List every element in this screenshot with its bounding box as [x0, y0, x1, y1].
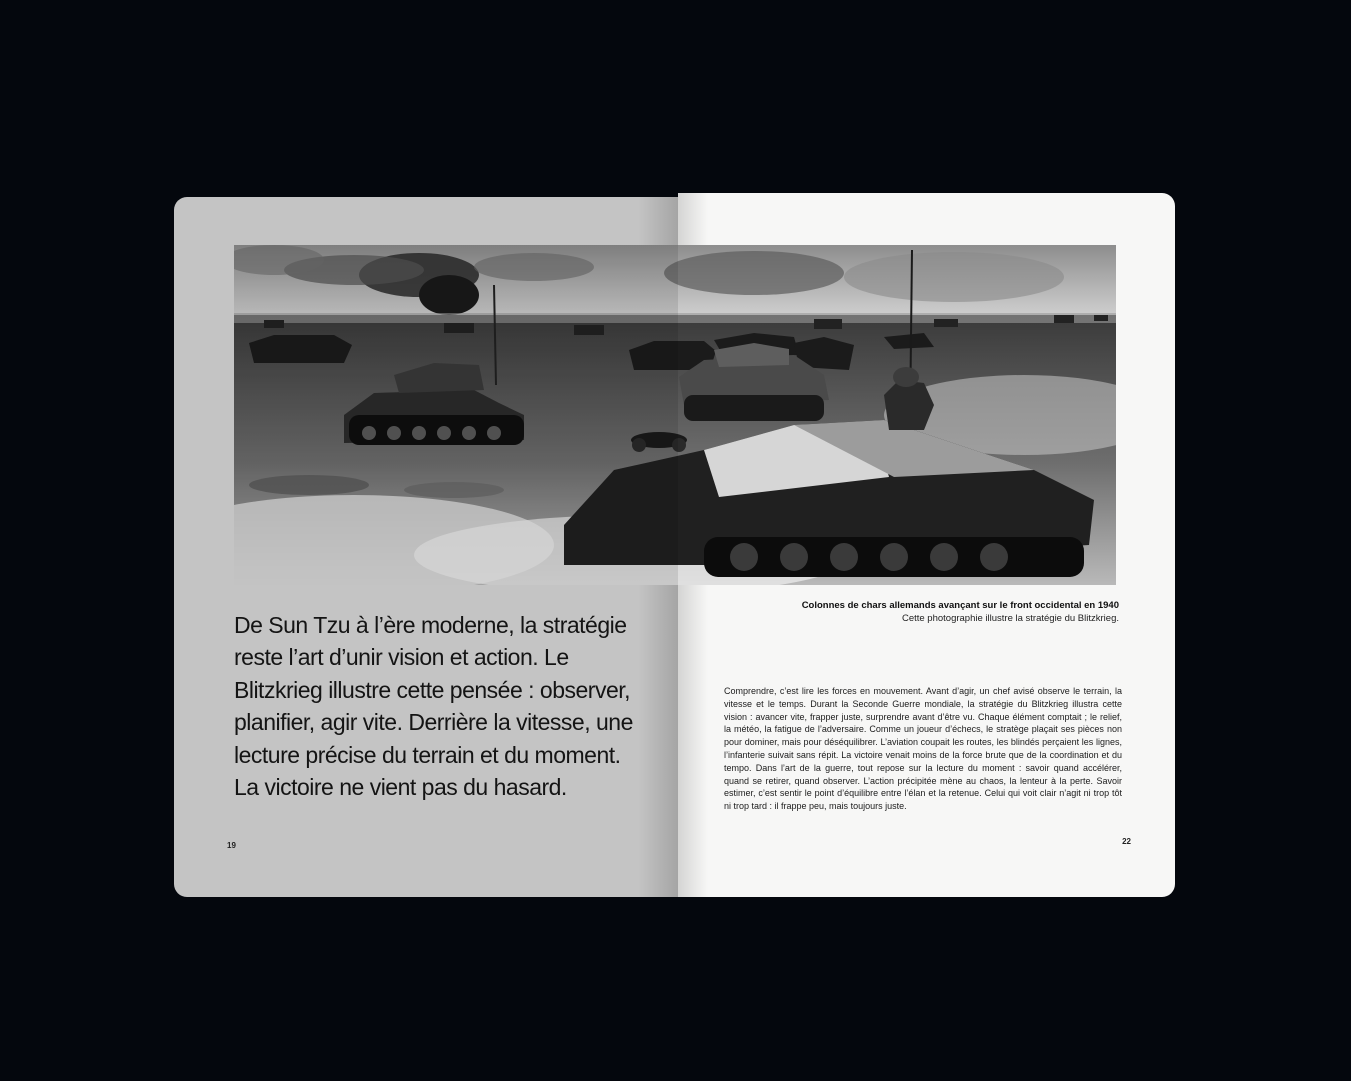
open-book	[174, 193, 1175, 897]
intro-quote: De Sun Tzu à l’ère moderne, la stratégie reste l’art d’unir vision et action. Le Blitzkrieg illustre cette pensée : observer, planifier, agir vite. Derrière la vitesse, une lecture précise du terrain et du moment. La victoire ne vient pas du hasard.	[234, 612, 633, 801]
photo-caption-title: Colonnes de chars allemands avançant sur le front occidental en 1940	[801, 600, 1119, 611]
battlefield-photo	[234, 245, 1116, 585]
body-paragraph: Comprendre, c’est lire les forces en mouvement. Avant d’agir, un chef avisé observe le terrain, la vitesse et le temps. Durant la Seconde Guerre mondiale, la stratégie du Blitzkrieg illustra cette vision : avancer vite, frapper juste, surprendre avant d’être vu. Chaque élément comptait ; le relief, la météo, la fatigue de l’adversaire. Comme un joueur d’échecs, le stratège plaçait ses pièces non pour dominer, mais pour déséquilibrer. L’aviation coupait les routes, les blindés perçaient les lignes, l’infanterie suivait sans répit. La victoire venait moins de la force brute que de la coordination et du tempo. Dans l’art de la guerre, tout repose sur la lecture du moment : savoir quand accélérer, quand se retirer, quand observer. L’action précipitée mène au chaos, la lenteur à la perte. Savoir estimer, c’est sentir le point d’équilibre entre l’élan et la retenue. Celui qui voit clair n’agit ni trop tôt ni trop tard : il frappe peu, mais toujours juste.	[724, 686, 1122, 812]
page-number-right: 22	[1122, 837, 1131, 846]
photo-caption-subtitle: Cette photographie illustre la stratégie du Blitzkrieg.	[901, 613, 1119, 624]
page-number-left: 19	[227, 841, 236, 850]
